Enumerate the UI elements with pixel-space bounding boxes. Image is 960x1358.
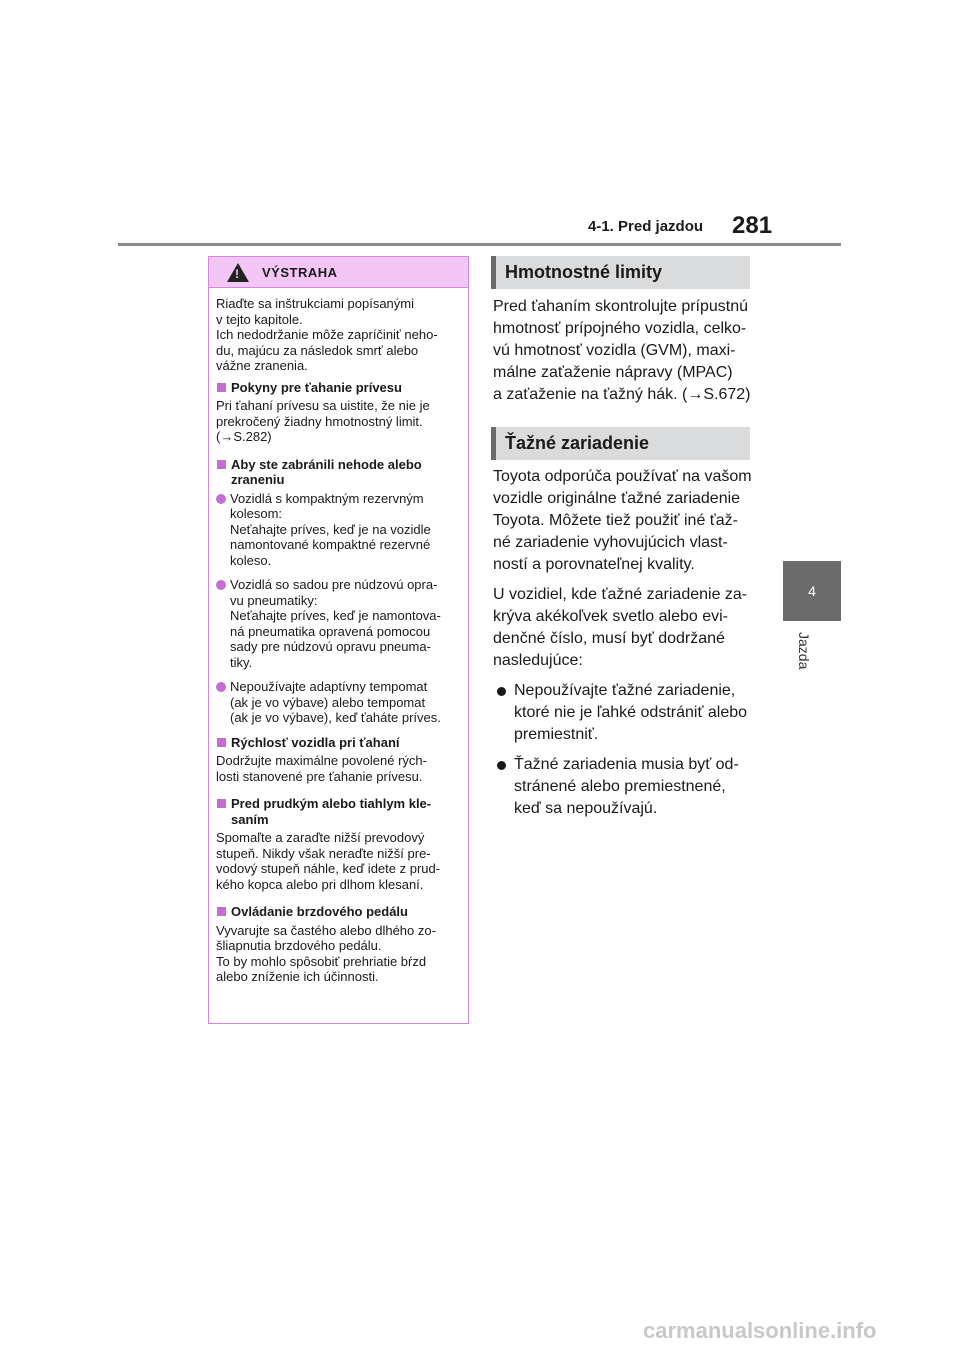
circle-bullet-icon bbox=[216, 494, 226, 504]
hitch-bullet: Nepoužívajte ťažné zariadenie, ktoré nie je ľahké odstrániť alebo premiestniť. bbox=[493, 680, 755, 746]
warning-bullet: Nepoužívajte adaptívny tempomat (ak je vo výbave) alebo tempomat (ak je vo výbave), keď ťaháte príves. bbox=[216, 679, 461, 726]
warning-body bbox=[209, 288, 468, 985]
square-bullet-icon bbox=[217, 907, 226, 916]
heading-weight-limits: Hmotnostné limity bbox=[491, 256, 750, 289]
hitch-paragraph-2: U vozidiel, kde ťažné zariadenie za- krýva akékoľvek svetlo alebo evi- denčné číslo, musí byť dodržané nasledujúce: bbox=[493, 586, 748, 669]
warning-intro: Riaďte sa inštrukciami popísanými v tejto kapitole. Ich nedodržanie môže zapríčiniť neho- du, majúcu za následok smrť alebo vážne zranenia. bbox=[216, 296, 438, 373]
circle-bullet-icon bbox=[497, 761, 506, 770]
square-bullet-icon bbox=[217, 383, 226, 392]
warning-box bbox=[208, 256, 469, 1024]
warning-text-brake: Vyvarujte sa častého alebo dlhého zo- šliapnutia brzdového pedálu. To by mohlo spôsobiť prehriatie bŕzd alebo zníženie ich účinnosti. bbox=[216, 922, 436, 984]
warning-bullet: Vozidlá so sadou pre núdzovú opra- vu pneumatiky: Neťahajte príves, keď je namontova- ná pneumatika opravená pomocou sady pre núdzovú opravu pneuma- tiky. bbox=[216, 577, 461, 670]
circle-bullet-icon bbox=[216, 682, 226, 692]
section-title: 4-1. Pred jazdou bbox=[588, 218, 704, 235]
hitch-paragraph-1: Toyota odporúča používať na vašom vozidle originálne ťažné zariadenie Toyota. Môžete tiež použiť iné ťaž- né zariadenie vyhovujúcich vlast- ností a porovnateľnej kvality. bbox=[493, 468, 752, 573]
header-divider bbox=[118, 243, 841, 246]
chapter-tab[interactable]: 4 bbox=[783, 561, 841, 621]
square-bullet-icon bbox=[217, 799, 226, 808]
warning-subheading-brake: Ovládanie brzdového pedálu bbox=[216, 904, 461, 920]
circle-bullet-icon bbox=[216, 580, 226, 590]
circle-bullet-icon bbox=[497, 687, 506, 696]
hitch-bullet: Ťažné zariadenia musia byť od- stránené alebo premiestnené, keď sa nepoužívajú. bbox=[493, 754, 755, 820]
heading-tow-hitch: Ťažné zariadenie bbox=[491, 427, 750, 460]
warning-bullet: Vozidlá s kompaktným rezervným kolesom: Neťahajte príves, keď je na vozidle namontované kompaktné rezervné koleso. bbox=[216, 491, 461, 569]
square-bullet-icon bbox=[217, 460, 226, 469]
warning-text-towing: Pri ťahaní prívesu sa uistite, že nie je prekročený žiadny hmotnostný limit. (→S.282) bbox=[216, 398, 430, 444]
watermark: carmanualsonline.info bbox=[643, 1318, 877, 1343]
warning-text-speed: Dodržujte maximálne povolené rých- losti stanovené pre ťahanie prívesu. bbox=[216, 753, 427, 784]
warning-subheading-accident: Aby ste zabránili nehode alebo zraneniu bbox=[216, 457, 461, 488]
square-bullet-icon bbox=[217, 738, 226, 747]
warning-subheading-descent: Pred prudkým alebo tiahlym kle- saním bbox=[216, 796, 461, 827]
tow-hitch-text bbox=[493, 466, 755, 828]
weight-limits-text: Pred ťahaním skontrolujte prípustnú hmotnosť prípojného vozidla, celko- vú hmotnosť vozidla (GVM), maxi- málne zaťaženie nápravy (MPAC) a zaťaženie na ťažný hák. (→S.672) bbox=[493, 298, 751, 403]
warning-subheading-speed: Rýchlosť vozidla pri ťahaní bbox=[216, 735, 461, 751]
warning-text-descent: Spomaľte a zaraďte nižší prevodový stupeň. Nikdy však neraďte nižší pre- vodový stupeň náhle, keď idete z prud- kého kopca alebo pri dlhom klesaní. bbox=[216, 830, 441, 892]
page-number: 281 bbox=[732, 212, 773, 239]
warning-subheading-towing: Pokyny pre ťahanie prívesu bbox=[216, 380, 461, 396]
warning-header bbox=[209, 257, 468, 288]
chapter-label: Jazda bbox=[796, 632, 812, 670]
warning-title: VÝSTRAHA bbox=[262, 264, 338, 280]
warning-triangle-icon bbox=[227, 263, 249, 282]
